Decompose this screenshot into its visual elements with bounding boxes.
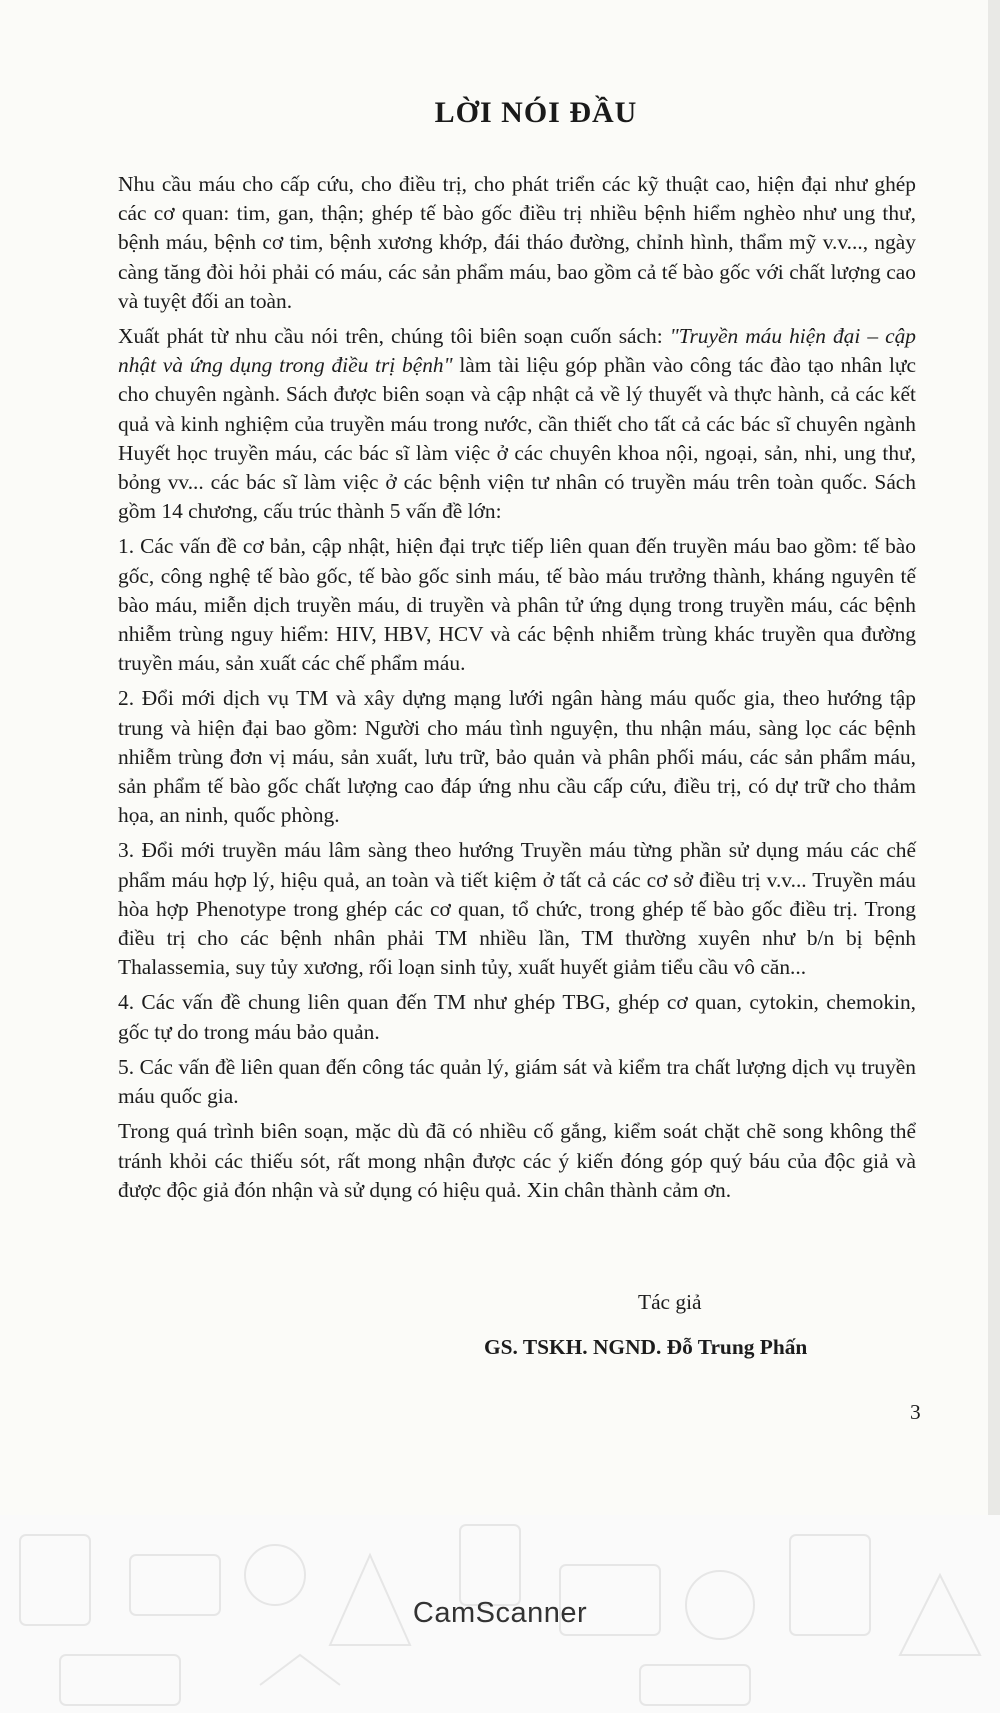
- list-item-1: 1. Các vấn đề cơ bản, cập nhật, hiện đại trực tiếp liên quan đến truyền máu bao gồm: tế bào gốc, công nghệ tế bào gốc, tế bào gốc sinh máu, tế bào máu trưởng thành, kháng nguyên tế bào máu, miễn dịch truyền máu, di truyền và phân tử ứng dụng trong truyền máu, các bệnh nhiễm trùng nguy hiểm: HIV, HBV, HCV và các bệnh nhiễm trùng khác truyền qua đường truyền máu, sản xuất các chế phẩm máu.: [118, 534, 916, 676]
- page-title: LỜI NÓI ĐẦU: [434, 96, 638, 129]
- list-item-4: 4. Các vấn đề chung liên quan đến TM như ghép TBG, ghép cơ quan, cytokin, chemokin, gốc tự do trong máu bảo quản.: [118, 990, 916, 1044]
- signature-role: Tác giả: [638, 1290, 702, 1314]
- signature-name: GS. TSKH. NGND. Đỗ Trung Phấn: [484, 1335, 808, 1359]
- paragraph-intro: [118, 170, 916, 316]
- paragraph-intro-text: Nhu cầu máu cho cấp cứu, cho điều trị, cho phát triển các kỹ thuật cao, hiện đại như ghép các cơ quan: tim, gan, thận; ghép tế bào gốc điều trị nhiều bệnh hiểm nghèo như ung thư, bệnh máu, bệnh cơ tim, bệnh xương khớp, đái tháo đường, chỉnh hình, thẩm mỹ v.v..., ngày càng tăng đòi hỏi phải có máu, các sản phẩm máu, bao gồm cả tế bào gốc với chất lượng cao và tuyệt đối an toàn.: [118, 172, 916, 313]
- scanner-watermark-footer: [0, 1515, 1000, 1713]
- paragraph-purpose: [118, 322, 916, 526]
- paragraph-closing: Trong quá trình biên soạn, mặc dù đã có nhiều cố gắng, kiểm soát chặt chẽ song không thể tránh khỏi các thiếu sót, rất mong nhận được các ý kiến đóng góp quý báu của độc giả và được độc giả đón nhận và sử dụng có hiệu quả. Xin chân thành cảm ơn.: [118, 1119, 916, 1202]
- list-item-2: 2. Đổi mới dịch vụ TM và xây dựng mạng lưới ngân hàng máu quốc gia, theo hướng tập trung và hiện đại bao gồm: Người cho máu tình nguyện, thu nhận máu, sàng lọc các bệnh nhiễm trùng đơn vị máu, sản xuất, lưu trữ, bảo quản và phân phối máu, các sản phẩm máu, sản phẩm tế bào gốc chất lượng cao đáp ứng nhu cầu cấp cứu, điều trị, có dự trữ cho thảm họa, an ninh, quốc phòng.: [118, 686, 916, 828]
- page-content: [118, 96, 916, 1205]
- paragraph-purpose-start: Xuất phát từ nhu cầu nói trên, chúng tôi biên soạn cuốn sách:: [118, 324, 670, 349]
- list-item-3: 3. Đổi mới truyền máu lâm sàng theo hướng Truyền máu từng phần sử dụng máu các chế phẩm máu hợp lý, hiệu quả, an toàn và tiết kiệm ở tất cả các cơ sở điều trị v.v... Truyền máu hòa hợp Phenotype trong ghép các cơ quan, tổ chức, trong ghép tế bào gốc điều trị. Trong điều trị cho các bệnh nhân phải TM nhiều lần, TM thường xuyên như b/n bị bệnh Thalassemia, suy tủy xương, rối loạn sinh tủy, xuất huyết giảm tiểu cầu vô căn...: [118, 838, 916, 980]
- list-item-5: 5. Các vấn đề liên quan đến công tác quản lý, giám sát và kiểm tra chất lượng dịch vụ truyền máu quốc gia.: [118, 1054, 916, 1109]
- paragraph-purpose-end: làm tài liệu góp phần vào công tác đào tạo nhân lực cho chuyên ngành. Sách được biên soạn và cập nhật cả về lý thuyết và thực hành, cả các kết quả và kinh nghiệm của truyền máu trong nước, cần thiết cho tất cả các bác sĩ chuyên ngành Huyết học truyền máu, các bác sĩ làm việc ở các chuyên khoa nội, ngoại, sản, nhi, ung thư, bỏng vv... các bác sĩ làm việc ở các bệnh viện tư nhân có truyền máu trên toàn quốc. Sách gồm 14 chương, cấu trúc thành 5 vấn đề lớn:: [118, 353, 916, 524]
- camscanner-brand-text: CamScanner: [412, 1597, 588, 1629]
- book-title-italic: "Truyền máu hiện đại – cập nhật và ứng dụng trong điều trị bệnh": [118, 324, 916, 378]
- page-number: 3: [910, 1400, 921, 1424]
